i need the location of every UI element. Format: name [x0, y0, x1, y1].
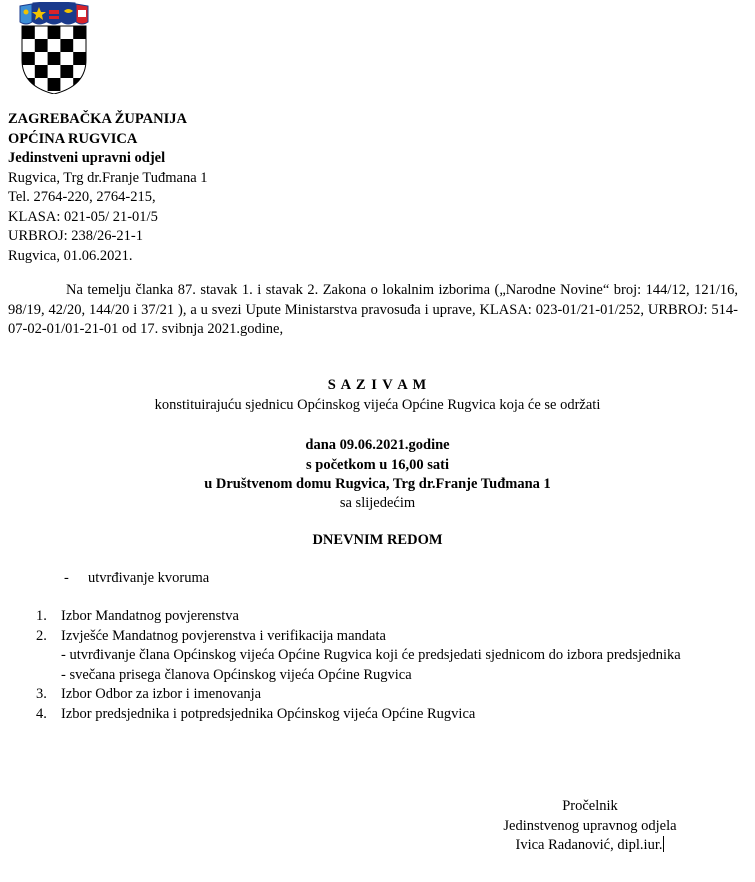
address-line: Rugvica, Trg dr.Franje Tuđmana 1 — [8, 169, 208, 186]
agenda-preliminary-text: utvrđivanje kvoruma — [88, 570, 210, 586]
intro-paragraph — [8, 281, 738, 340]
agenda-item-number: 3. — [36, 686, 47, 702]
agenda-item — [36, 607, 739, 627]
signature-name: Ivica Radanović, dipl.iur. — [515, 837, 663, 853]
agenda-item-text: Izbor predsjednika i potpredsjednika Općinskog vijeća Općine Rugvica — [61, 705, 476, 722]
municipality-name: OPĆINA RUGVICA — [8, 130, 138, 147]
agenda-item-text: Izvješće Mandatnog povjerenstva i verifikacija mandata — [61, 627, 386, 644]
following-text: sa slijedećim — [339, 495, 416, 511]
agenda-item-number: 4. — [36, 705, 47, 722]
croatian-coat-of-arms-logo — [18, 2, 90, 94]
agenda-item-text: Izbor Mandatnog povjerenstva — [61, 608, 239, 624]
session-time: s početkom u 16,00 sati — [306, 457, 449, 473]
phone-line: Tel. 2764-220, 2764-215, — [8, 189, 156, 205]
agenda-item — [36, 685, 739, 705]
intro-text: Na temelju članka 87. stavak 1. i stavak 2. Zakona o lokalnim izborima („Narodne Novine“ broj: 144/12, 121/16, 98/19, 42/20, 144/20 i 37/21 ), a u svezi Upute Ministarstva pravosuđa i uprave, KLASA: 023-01/21-01/252, URBROJ: 514-07-02-01/01-21-01 od 17. svibnja 2021.godine, — [8, 282, 738, 337]
signature-block — [480, 797, 700, 856]
agenda-item — [36, 627, 739, 647]
agenda-item-text: Izbor Odbor za izbor i imenovanja — [61, 686, 262, 702]
urbroj-line: URBROJ: 238/26-21-1 — [8, 228, 143, 244]
klasa-line: KLASA: 021-05/ 21-01/5 — [8, 208, 158, 225]
agenda-title: DNEVNIM REDOM — [312, 532, 443, 548]
agenda-subitem: - svečana prisega članova Općinskog vijeća Općine Rugvica — [61, 666, 412, 683]
session-date: dana 09.06.2021.godine — [305, 437, 450, 453]
letterhead — [8, 110, 408, 266]
text-cursor — [663, 836, 664, 852]
convocation-title: S A Z I V A M — [327, 377, 428, 393]
convocation-subtitle: konstituirajuću sjednicu Općinskog vijeća Općine Rugvica koja će se održati — [154, 397, 601, 413]
agenda-subitem: - utvrđivanje člana Općinskog vijeća Općine Rugvica koji će predsjedati sjednicom do izbora predsjednika — [61, 647, 681, 663]
agenda-item-number: 1. — [36, 608, 47, 624]
agenda-preliminary-item — [64, 569, 209, 589]
agenda-item — [36, 705, 739, 725]
agenda-item-number: 2. — [36, 627, 47, 644]
session-venue: u Društvenom domu Rugvica, Trg dr.Franje Tuđmana 1 — [204, 476, 551, 492]
county-name: ZAGREBAČKA ŽUPANIJA — [8, 111, 187, 127]
signature-title: Pročelnik — [562, 798, 618, 814]
signature-unit: Jedinstvenog upravnog odjela — [503, 817, 677, 834]
dash-marker: - — [64, 570, 69, 586]
department-name: Jedinstveni upravni odjel — [8, 150, 166, 166]
agenda-list — [36, 607, 739, 724]
place-date-line: Rugvica, 01.06.2021. — [8, 247, 133, 264]
